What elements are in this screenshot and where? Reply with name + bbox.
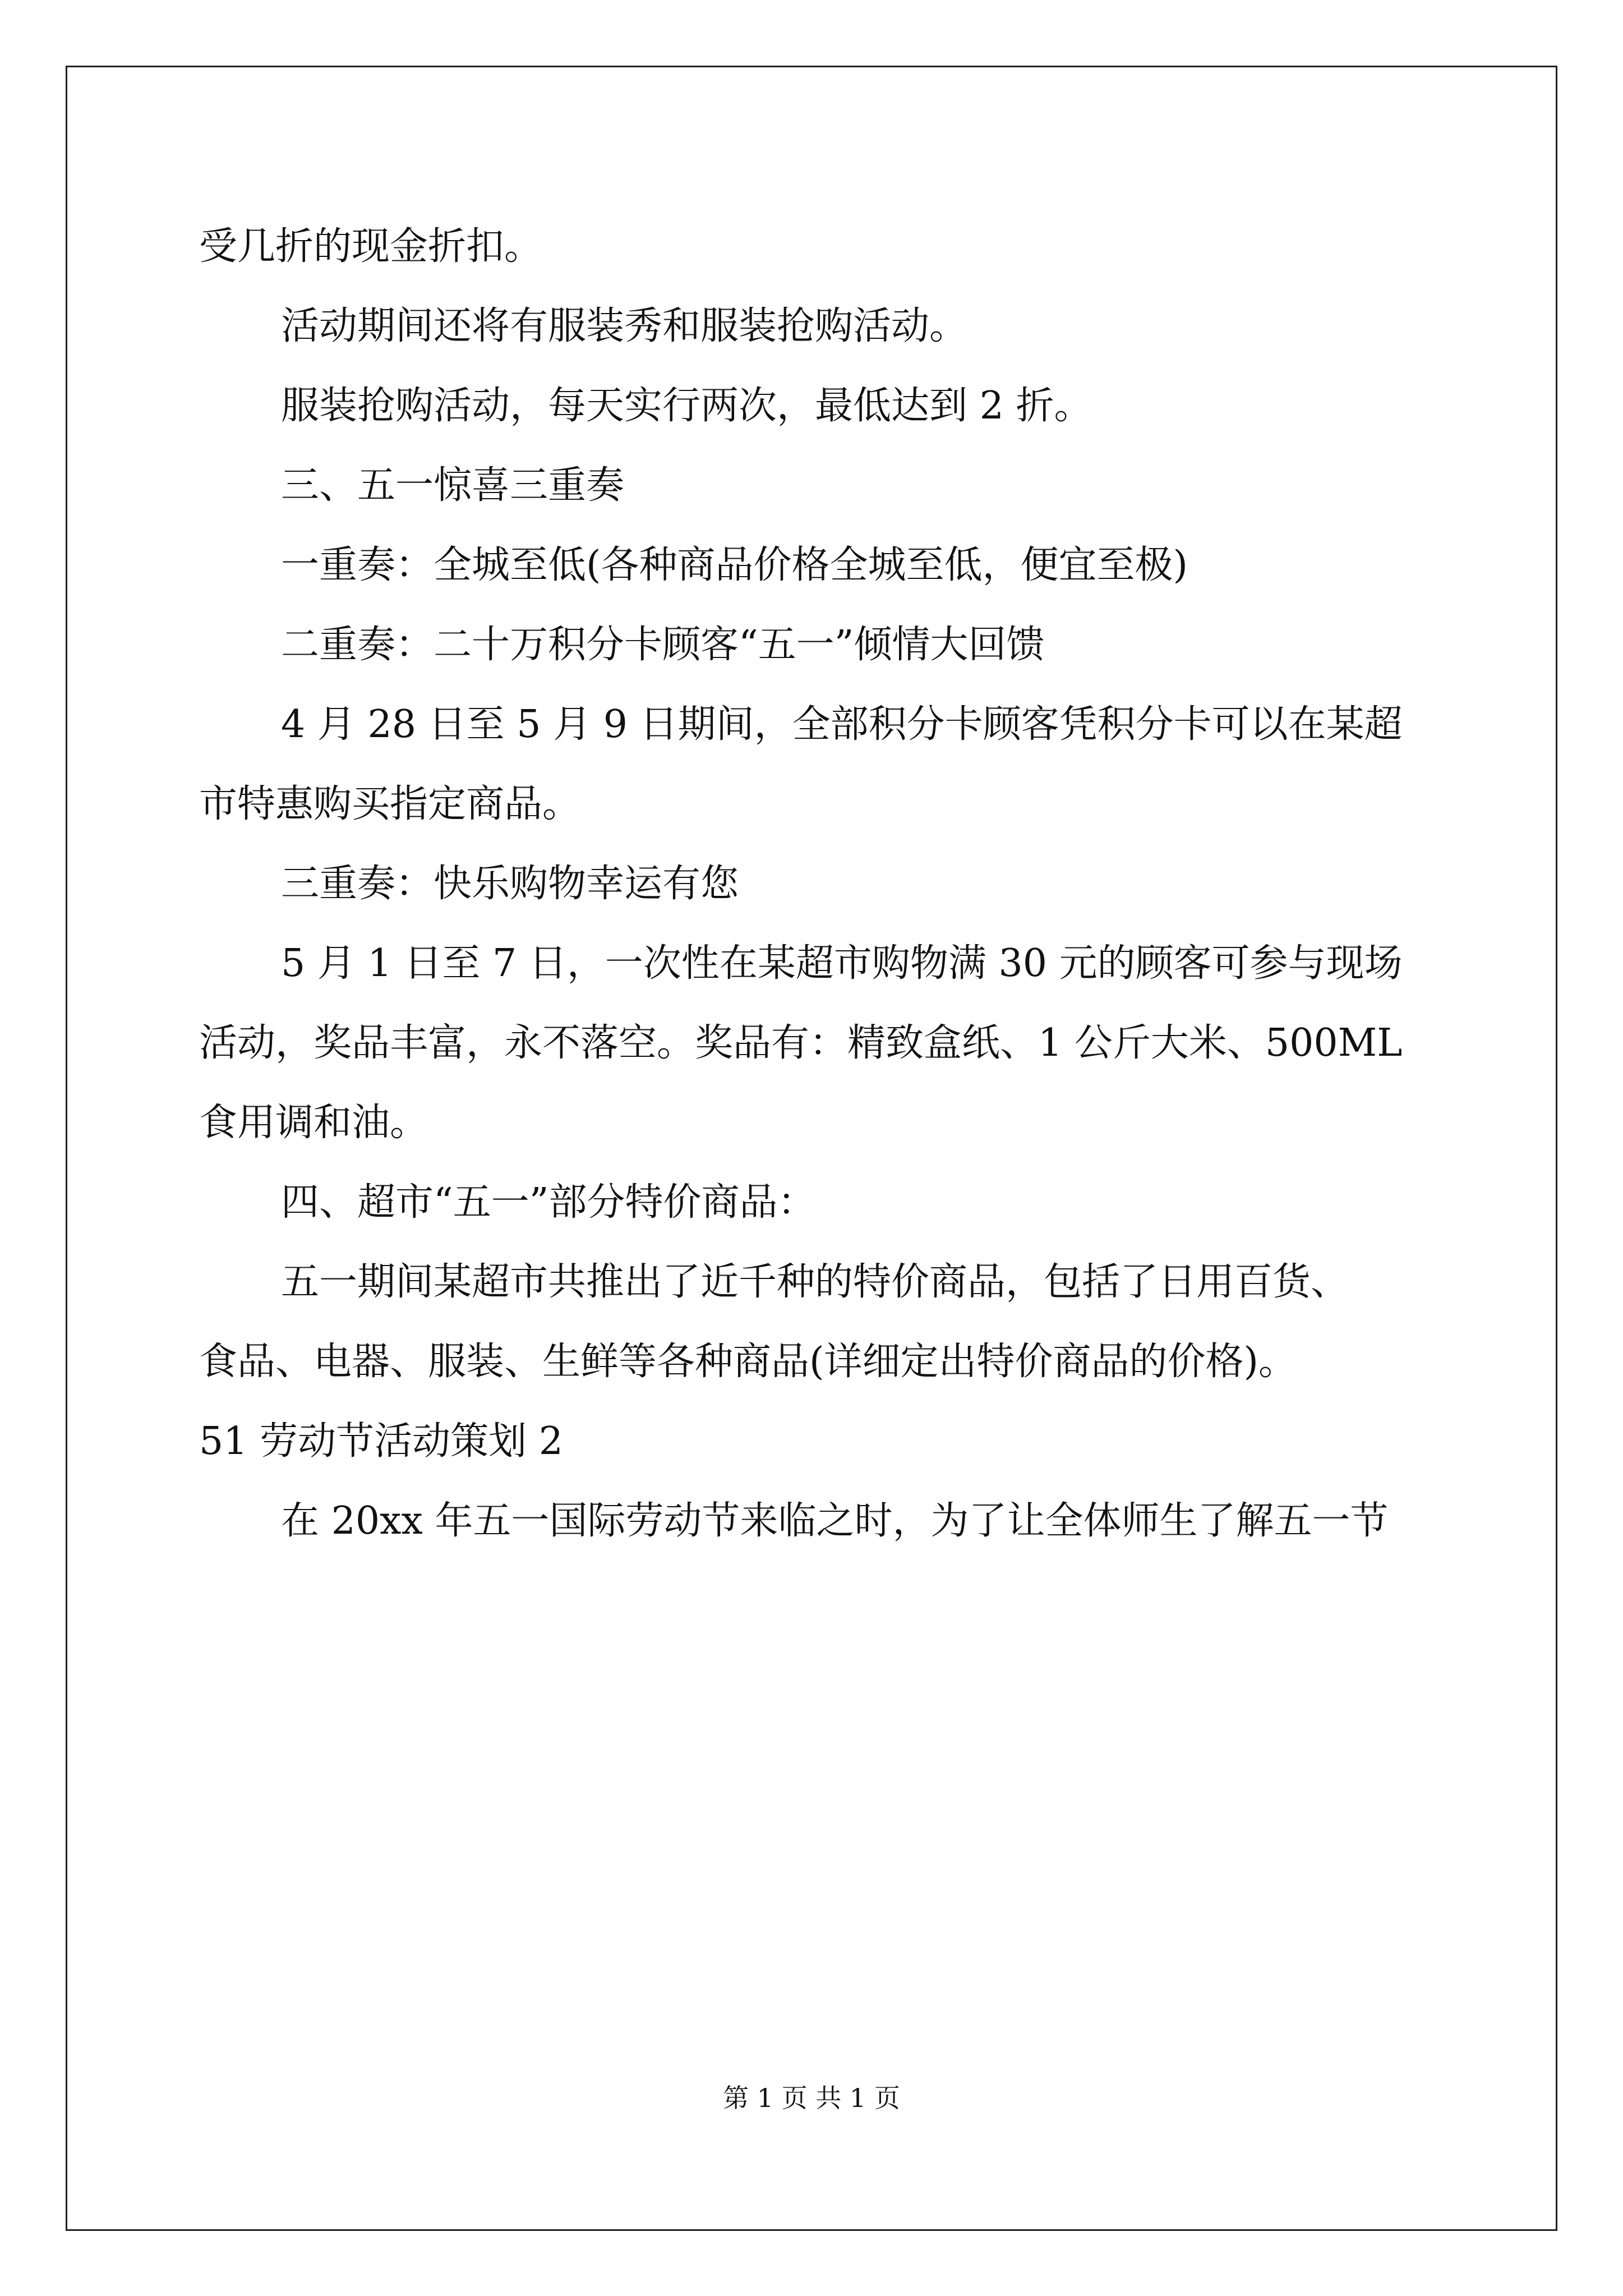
- section-heading: 四、超市“五一”部分特价商品：: [281, 1180, 816, 1225]
- paragraph-line: 活动，奖品丰富，永不落空。奖品有：精致盒纸、1 公斤大米、500ML: [199, 1021, 1403, 1065]
- paragraph-line: 三重奏：快乐购物幸运有您: [281, 862, 739, 906]
- section-heading: 三、五一惊喜三重奏: [281, 463, 625, 508]
- page-number-footer: 第 1 页 共 1 页: [723, 2083, 900, 2113]
- document-title: 51 劳动节活动策划 2: [199, 1419, 564, 1464]
- paragraph-line: 食品、电器、服装、生鲜等各种商品(详细定出特价商品的价格)。: [199, 1340, 1297, 1384]
- paragraph-line: 受几折的现金折扣。: [199, 224, 543, 269]
- paragraph-line: 五一期间某超市共推出了近千种的特价商品，包括了日用百货、: [281, 1260, 1349, 1304]
- paragraph-line: 4 月 28 日至 5 月 9 日期间，全部积分卡顾客凭积分卡可以在某超: [281, 702, 1403, 747]
- paragraph-line: 一重奏：全城至低(各种商品价格全城至低，便宜至极): [281, 543, 1188, 587]
- paragraph-line: 活动期间还将有服装秀和服装抢购活动。: [281, 304, 968, 348]
- paragraph-line: 食用调和油。: [199, 1101, 428, 1145]
- paragraph-line: 服装抢购活动，每天实行两次，最低达到 2 折。: [281, 384, 1092, 428]
- paragraph-line: 二重奏：二十万积分卡顾客“五一”倾情大回馈: [281, 623, 1045, 667]
- paragraph-line: 5 月 1 日至 7 日，一次性在某超市购物满 30 元的顾客可参与现场: [281, 941, 1403, 986]
- paragraph-line: 在 20xx 年五一国际劳动节来临之时，为了让全体师生了解五一节: [281, 1499, 1389, 1543]
- paragraph-line: 市特惠购买指定商品。: [199, 782, 581, 826]
